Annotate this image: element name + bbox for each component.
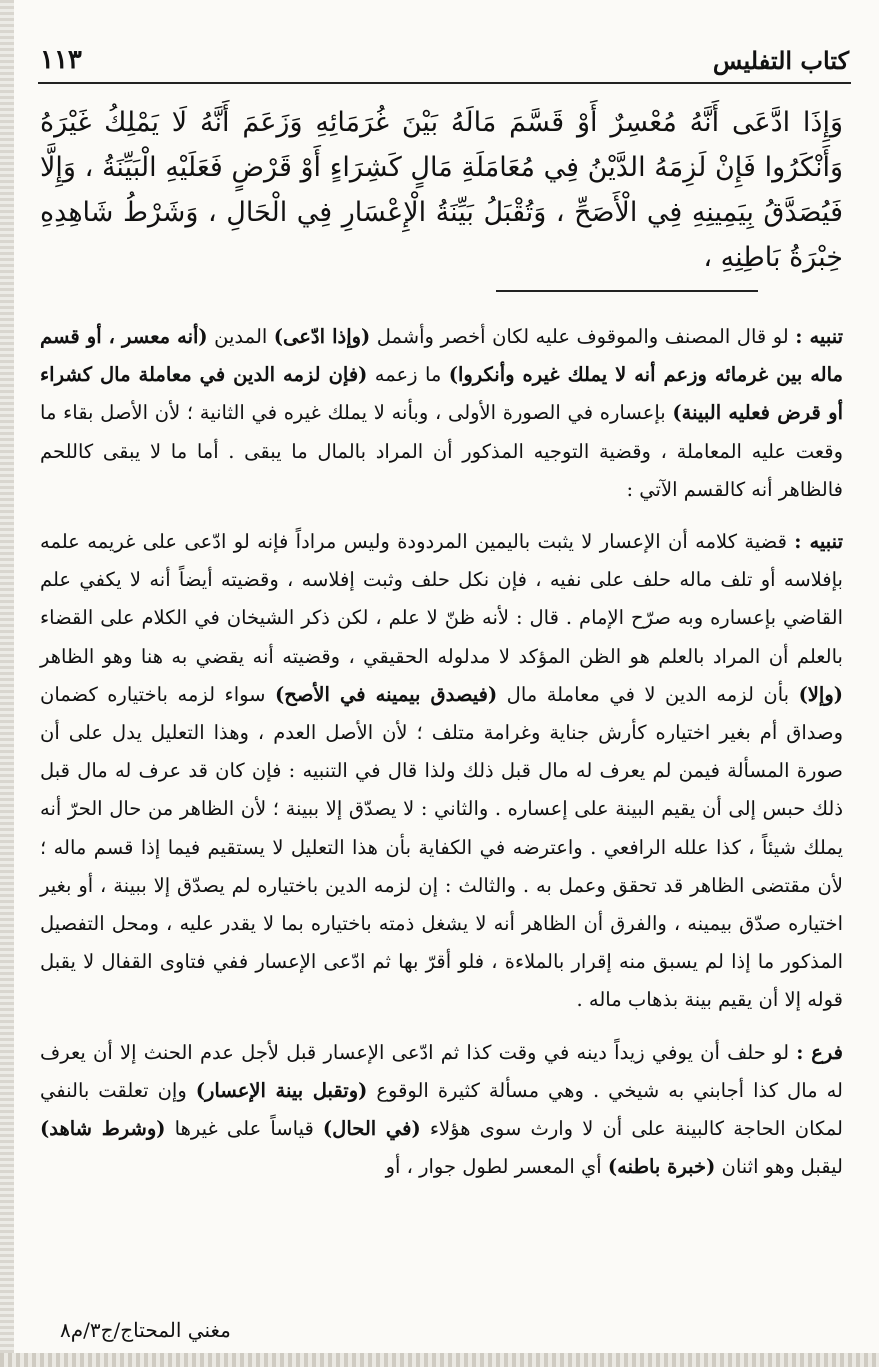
commentary-text: بإعساره في الصورة الأولى ، وبأنه لا يملك غيره في الثانية ؛ لأن الأصل بقاء ما وقعت عليه المعاملة ، وقضية التوجيه المذكور أن المراد بالمال ما يبقى . أما ما لا يبقى كاللحم فالظاهر أنه كالقسم الآتي : <box>40 401 843 501</box>
commentary-text: بأن لزمه الدين لا في معاملة مال <box>497 682 799 706</box>
page-edge-bottom <box>0 1353 879 1367</box>
commentary-text: أي المعسر لطول جوار ، أو <box>385 1155 608 1179</box>
commentary-text: ما زعمه <box>367 363 449 387</box>
main-text: وَإِذَا ادَّعَى أَنَّهُ مُعْسِرٌ أَوْ قَسَّمَ مَالَهُ بَيْنَ غُرَمَائِهِ وَزَعَمَ أَنَّهُ لَا يَمْلِكُ غَيْرَهُ وَأَنْكَرُوا فَإِنْ لَزِمَهُ الدَّيْنُ فِي مُعَامَلَةِ مَالٍ كَشِرَاءٍ أَوْ قَرْضٍ فَعَلَيْهِ الْبَيِّنَةُ ، وَإِلَّا فَيُصَدَّقُ بِيَمِينِهِ فِي الْأَصَحِّ ، وَتُقْبَلُ بَيِّنَةُ الْإِعْسَارِ فِي الْحَالِ ، وَشَرْطُ شَاهِدِهِ خِبْرَةُ بَاطِنِهِ ، <box>40 107 843 273</box>
quoted-matn-text: (أنه معسر ، أو قسم ماله بين غرمائه وزعم أنه لا يملك غيره وأنكروا) <box>40 325 844 387</box>
page-footer-signature: مغني المحتاج/ج٣/م٨ <box>60 1318 231 1342</box>
quoted-matn-text: (وإلا) <box>798 682 843 706</box>
commentary-text: لو حلف أن يوفي زيداً دينه في وقت كذا ثم ادّعى الإعسار قبل لأجل عدم الحنث إلا أن يعرف له مال كذا أجابني به شيخي . وهي مسألة كثيرة الوقوع <box>40 1040 843 1102</box>
commentary-text: لو قال المصنف والموقوف عليه لكان أخصر وأشمل <box>370 325 796 348</box>
commentary-block <box>40 318 843 1200</box>
book-title: كتاب التفليس <box>712 45 849 75</box>
commentary-paragraph <box>40 523 843 1020</box>
quoted-matn-text: (وإذا ادّعى) <box>273 325 371 348</box>
page-edge-left <box>0 0 14 1367</box>
main-text-block <box>40 100 843 280</box>
page-header <box>40 40 849 80</box>
header-rule <box>38 82 851 84</box>
commentary-paragraph <box>40 1034 843 1187</box>
commentary-text: المدين <box>207 325 274 348</box>
quoted-matn-text: (وتقبل بينة الإعسار) <box>195 1078 368 1102</box>
section-separator <box>496 290 758 292</box>
quoted-matn-text: (في الحال) <box>322 1117 421 1141</box>
quoted-matn-text: (وشرط شاهد) <box>40 1117 166 1141</box>
commentary-text: سواء لزمه باختياره كضمان وصداق أم بغير اختياره كأرش جناية وغرامة متلف ؛ لأن الأصل العدم ، وهذا التعليل يدل على أن صورة المسألة فيمن لم يعرف له مال قبل ذلك ولذا قال في التنبيه : فإن كان قد عرف له مال قبل ذلك حبس إلى أن يقيم البينة على إعساره . والثاني : لا يصدّق إلا ببينة ؛ لأن الظاهر من حال الحرّ أنه يملك شيئاً ، كذا علله الرافعي . واعترضه في الكفاية بأن هذا التعليل لا يستقيم فيما إذا قسم ماله ؛ لأن مقتضى الظاهر قد تحقق وعمل به . والثالث : إن لزمه الدين باختياره لم يصدّق إلا ببينة ، أو بغير اختياره صدّق بيمينه ، والفرق أن الظاهر أنه لا يشغل ذمته باختياره بما لا يقدر عليه ، ومحل التفصيل المذكور ما إذا لم يسبق منه إقرار بالملاءة ، فلو أقرّ بها ثم ادّعى الإعسار ففي فتاوى القفال لا يقبل قوله إلا أن يقيم بينة بذهاب ماله . <box>40 682 843 1012</box>
commentary-text: ليقبل وهو اثنان <box>715 1155 843 1179</box>
quoted-matn-text: (فإن لزمه الدين في معاملة مال كشراء أو قرض فعليه البينة) <box>40 363 843 425</box>
commentary-text: وإن تعلقت بالنفي لمكان الحاجة كالبينة على أن لا وارث سوى هؤلاء <box>40 1078 843 1141</box>
commentary-text: قياساً على غيرها <box>165 1117 323 1141</box>
commentary-text: قضية كلامه أن الإعسار لا يثبت باليمين المردودة وليس مراداً فإنه لو ادّعى على غريمه علمه بإفلاسه أو تلف ماله حلف على نفيه ، فإن نكل حلف وثبت إفلاسه ، وقضيته أيضاً أنه لا يكفي علم القاضي بإعساره وبه صرّح الإمام . قال : لأنه ظنّ لا علم ، لكن ذكر الشيخان في الكلام على القضاء بالعلم أن المراد بالعلم هو الظن المؤكد لا مدلوله الحقيقي ، وقضيته أنه يقضي به هنا وهو الظاهر <box>40 530 843 668</box>
page-number: ١١٣ <box>40 45 82 75</box>
quoted-matn-text: (فيصدق بيمينه في الأصح) <box>275 682 498 706</box>
quoted-matn-text: (خبرة باطنه) <box>607 1155 716 1179</box>
paragraph-lead: فرع : <box>796 1040 844 1064</box>
paragraph-lead: تنبيه : <box>795 325 844 348</box>
commentary-paragraph <box>40 318 843 509</box>
paragraph-lead: تنبيه : <box>794 530 843 554</box>
